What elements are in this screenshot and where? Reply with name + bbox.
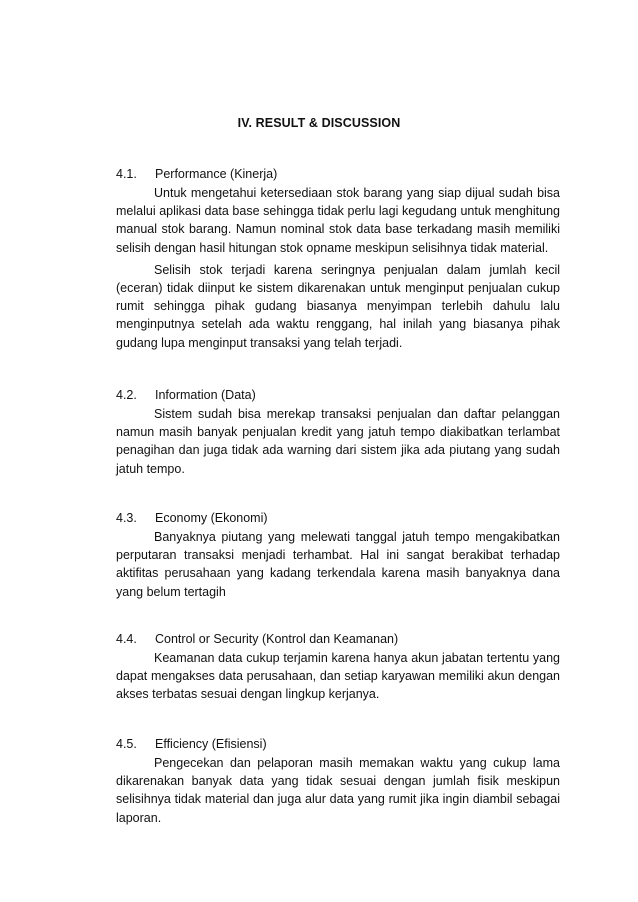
section-4-3 bbox=[116, 508, 560, 605]
section-4-4 bbox=[116, 629, 560, 708]
section-number: 4.3. bbox=[116, 511, 137, 525]
section-heading bbox=[116, 734, 560, 754]
paragraph: Keamanan data cukup terjamin karena hanya akun jabatan tertentu yang dapat mengakses data perusahaan, dan setiap karyawan memiliki akun dengan akses terbatas sesuai dengan lingkup kerjanya. bbox=[116, 651, 560, 702]
section-heading bbox=[116, 385, 560, 405]
section-4-5 bbox=[116, 734, 560, 831]
section-number: 4.4. bbox=[116, 632, 137, 646]
section-heading bbox=[116, 508, 560, 528]
section-4-2 bbox=[116, 385, 560, 482]
section-title: Information (Data) bbox=[155, 388, 256, 402]
chapter-title: IV. RESULT & DISCUSSION bbox=[237, 116, 401, 130]
paragraph: Pengecekan dan pelaporan masih memakan waktu yang cukup lama dikarenakan banyak data yang tidak sesuai dengan jumlah fisik meskipun selisihnya tidak material dan juga alur data yang rumit jika ingin diambil sebagai laporan. bbox=[116, 756, 560, 825]
paragraph: Selisih stok terjadi karena seringnya penjualan dalam jumlah kecil (eceran) tidak diinput ke sistem dikarenakan untuk menginput penjualan cukup rumit sehingga pihak gudang biasanya menyimpan terlebih dahulu lalu menginputnya setelah ada waktu renggang, hal inilah yang biasanya pihak gudang lupa menginput transaksi yang telah terjadi. bbox=[116, 262, 560, 350]
section-number: 4.2. bbox=[116, 388, 137, 402]
paragraph: Sistem sudah bisa merekap transaksi penjualan dan daftar pelanggan namun masih banyak penjualan kredit yang jatuh tempo diakibatkan terlambat penagihan dan juga tidak ada warning dari sistem jika ada piutang yang sudah jatuh tempo. bbox=[116, 407, 560, 476]
section-title: Economy (Ekonomi) bbox=[155, 511, 268, 525]
section-number: 4.1. bbox=[116, 167, 137, 181]
paragraph: Untuk mengetahui ketersediaan stok barang yang siap dijual sudah bisa melalui aplikasi data base sehingga tidak perlu lagi kegudang untuk menghitung manual stok barang. Namun nominal stok data base terkadang masih memiliki selisih dengan hasil hitungan stok opname meskipun selisihnya tidak material. bbox=[116, 186, 560, 255]
section-4-1 bbox=[116, 164, 560, 356]
section-heading bbox=[116, 629, 560, 649]
paragraph: Banyaknya piutang yang melewati tanggal jatuh tempo mengakibatkan perputaran transaksi menjadi terhambat. Hal ini sangat berakibat terhadap aktifitas perusahaan yang kadang terkendala karena masih banyaknya dana yang belum tertagih bbox=[116, 530, 560, 599]
section-heading bbox=[116, 164, 560, 184]
section-title: Performance (Kinerja) bbox=[155, 167, 278, 181]
section-title: Efficiency (Efisiensi) bbox=[155, 737, 267, 751]
section-number: 4.5. bbox=[116, 737, 137, 751]
section-title: Control or Security (Kontrol dan Keamanan) bbox=[155, 632, 399, 646]
